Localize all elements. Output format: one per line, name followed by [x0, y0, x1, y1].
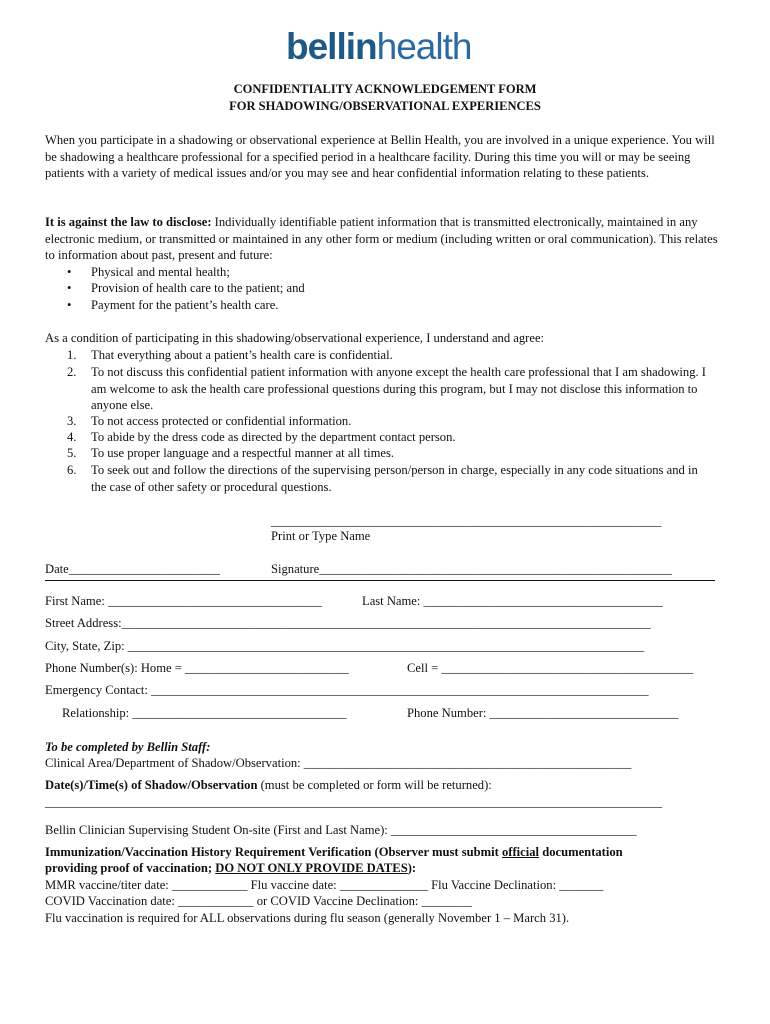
clinician-field[interactable]: Bellin Clinician Supervising Student On-site (First and Last Name): _______________________________________ [45, 823, 637, 837]
dates-label: Date(s)/Time(s) of Shadow/Observation (must be completed or form will be returned): [45, 778, 492, 792]
immunization-heading: Immunization/Vaccination History Requirement Verification (Observer must submit official documentation [45, 845, 623, 859]
section-divider [45, 580, 715, 581]
street-address-field[interactable]: Street Address:____________________________________________________________________________________ [45, 616, 651, 630]
form-page: bellinhealth CONFIDENTIALITY ACKNOWLEDGEMENT FORM FOR SHADOWING/OBSERVATIONAL EXPERIENCES When you participate in a shadowing or observational experience at Bellin Health, you are involved in a unique experience. You will be shadowing a healthcare professional for a specified period in a healthcare facility. During this time you will or may be seeing patients with a variety of medical issues and/or you may see and hear confidential information relating to these patients. It is against the law to disclose: Individually identifiable patient information that is transmitted electronically, maintained in any electronic medium, or transmitted or maintained in any other form or medium (including written or oral communication). This relates to information about past, present and future: • Physical and mental health; • Provision of health care to the patient; and • Payment for the patient’s health care. As a condition of participating in this shadowing/observational experience, I understand and agree: 1. That everything about a patient’s health care is confidential. 2. To not discuss this confidential patient information with anyone except the health care professional that I am shadowing. I am welcome to ask the health care professional questions during this program, but I may not disclose this information to anyone else. 3. To not access protected or confidential information. 4. To abide by the dress code as directed by the department contact person. 5. To use proper language and a respectful manner at all times. 6. To seek out and follow the directions of the supervising person/person in charge, especially in any code situations and in the case of other safety or procedural questions. ______________________________________________________________ Print or Type Name Date________________________ Signature________________________________________________________ First Name: __________________________________ Last Name: ______________________________________ Street Address:____________________________________________________________________________________ City, State, Zip: __________________________________________________________________________________ Phone Number(s): Home = __________________________ Cell = ________________________________________ Emergency Contact: _______________________________________________________________________________ Relationship: __________________________________ Phone Number: ______________________________ To be completed by Bellin Staff: Clinical Area/Department of Shadow/Observation: ____________________________________________________ Date(s)/Time(s) of Shadow/Observation (must be completed or form will be returned): __________________________________________________________________________________________________ Bellin Clinician Supervising Student On-site (First and Last Name): _______________________________________ Immunization/Vaccination History Requirement Verification (Observer must submit official documentation providing proof of vaccination; DO NOT ONLY PROVIDE DATES): MMR vaccine/titer date: ____________ Flu vaccine date: ______________ Flu Vaccine Declination: _______ COVID Vaccination date: ____________ or COVID Vaccine Declination: ________ Flu vaccination is required for ALL observations during flu season (generally November 1 – March 31). [0, 0, 770, 1024]
first-name-field[interactable]: First Name: __________________________________ [45, 594, 323, 608]
logo-bellin: bellin [286, 26, 377, 67]
clinical-area-field[interactable]: Clinical Area/Department of Shadow/Observation: ____________________________________________________ [45, 756, 632, 770]
last-name-field[interactable]: Last Name: ______________________________________ [362, 594, 663, 608]
signature-field[interactable]: Signature________________________________________________________ [271, 562, 672, 576]
print-name-label: Print or Type Name [271, 529, 371, 543]
form-title-line1: CONFIDENTIALITY ACKNOWLEDGEMENT FORM [233, 82, 537, 96]
covid-fields[interactable]: COVID Vaccination date: ____________ or COVID Vaccine Declination: ________ [45, 894, 472, 908]
staff-heading: To be completed by Bellin Staff: [45, 740, 211, 754]
immunization-heading-2: providing proof of vaccination; DO NOT ONLY PROVIDE DATES): [45, 861, 417, 875]
emergency-contact-field[interactable]: Emergency Contact: _______________________________________________________________________________ [45, 683, 649, 697]
intro-paragraph: When you participate in a shadowing or observational experience at Bellin Health, you are involved in a unique experience. You will be shadowing a healthcare professional for a specified period in a healthcare facility. During this time you will or may be seeing patients with a variety of medical issues and/or you may see and hear confidential information relating to these patients. [45, 133, 715, 181]
mmr-flu-fields[interactable]: MMR vaccine/titer date: ____________ Flu vaccine date: ______________ Flu Vaccine Declination: _______ [45, 878, 604, 892]
condition-intro: As a condition of participating in this shadowing/observational experience, I understand and agree: [45, 331, 545, 345]
dates-field[interactable]: __________________________________________________________________________________________________ [45, 795, 663, 809]
law-paragraph [45, 214, 725, 264]
form-title-line2: FOR SHADOWING/OBSERVATIONAL EXPERIENCES [229, 99, 541, 113]
home-phone-field[interactable]: Phone Number(s): Home = __________________________ [45, 661, 349, 675]
relationship-field[interactable]: Relationship: __________________________________ [62, 706, 347, 720]
emergency-phone-field[interactable]: Phone Number: ______________________________ [407, 706, 679, 720]
cell-phone-field[interactable]: Cell = ________________________________________ [407, 661, 694, 675]
logo-health: health [376, 26, 472, 67]
law-heading: It is against the law to disclose: [45, 215, 212, 229]
date-field[interactable]: Date________________________ [45, 562, 220, 576]
print-name-field[interactable]: ______________________________________________________________ [271, 514, 662, 528]
bellin-health-logo [286, 26, 471, 66]
city-state-zip-field[interactable]: City, State, Zip: __________________________________________________________________________________ [45, 639, 645, 653]
law-text: Individually identifiable patient information that is transmitted electronically, maintained in any electronic medium, or transmitted or maintained in any other form or medium (including written or oral communication). This relates to information about past, present and future: [45, 215, 718, 263]
flu-requirement-note: Flu vaccination is required for ALL observations during flu season (generally November 1 – March 31). [45, 911, 570, 925]
